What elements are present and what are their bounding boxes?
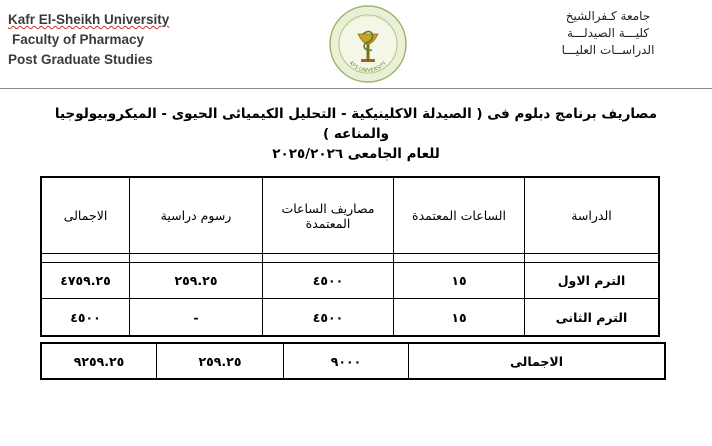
total-credit-fees: ٩٠٠٠ [284, 343, 409, 379]
total-label: الاجمالى [409, 343, 666, 379]
header-divider [0, 88, 712, 89]
total-row [41, 343, 665, 379]
university-name-ar: جامعة كـفرالشيخ [565, 9, 651, 23]
logo-text: KFS UNIVERSITY [347, 60, 389, 75]
row-total: ٤٧٥٩.٢٥ [42, 263, 129, 299]
faculty-name-ar: كليـــة الصيدلـــة [566, 26, 650, 40]
header-credit-fees: مصاريف الساعات المعتمدة [262, 178, 393, 254]
total-study-fees: ٢٥٩.٢٥ [157, 343, 284, 379]
svg-text:· · · · · · · · · · · · · ·: · · · · · · · · · · · · · · [345, 14, 391, 28]
fees-table [40, 176, 660, 337]
row-credit-hours: ١٥ [393, 299, 524, 335]
title-line-1: مصاريف برنامج دبلوم فى ( الصيدلة الاكلينيكية - التحليل الكيميائى الحيوى - الميكروبيولوجيا والمناعه ) [54, 106, 658, 142]
row-study-fees: ٢٥٩.٢٥ [129, 263, 262, 299]
faculty-name-en: Faculty of Pharmacy [12, 32, 145, 47]
row-credit-hours: ١٥ [393, 263, 524, 299]
row-credit-fees: ٤٥٠٠ [262, 263, 393, 299]
row-credit-fees: ٤٥٠٠ [262, 299, 393, 335]
table-row [42, 299, 658, 335]
table-header-row [42, 178, 658, 254]
table-row [42, 263, 658, 299]
row-term: الترم الثانى [524, 299, 658, 335]
department-name-en: Post Graduate Studies [8, 52, 153, 67]
title-line-2: للعام الجامعى ٢٠٢٥/٢٠٢٦ [272, 146, 440, 162]
department-name-ar: الدراســات العليـــا [561, 43, 655, 57]
header-study-fees: رسوم دراسية [129, 178, 262, 254]
header-arabic [538, 8, 678, 59]
row-term: الترم الاول [524, 263, 658, 299]
row-total: ٤٥٠٠ [70, 309, 101, 325]
university-logo [328, 4, 408, 84]
row-study-fees: - [129, 299, 262, 335]
total-table [40, 342, 666, 380]
header-study: الدراسة [524, 178, 658, 254]
grand-total: ٩٢٥٩.٢٥ [73, 353, 125, 369]
header-credit-hours: الساعات المعتمدة [393, 178, 524, 254]
university-name-en: Kafr El-Sheikh University [8, 12, 170, 27]
header-english [8, 10, 169, 70]
document-title [30, 104, 682, 164]
header-total: الاجمالى [42, 178, 129, 254]
